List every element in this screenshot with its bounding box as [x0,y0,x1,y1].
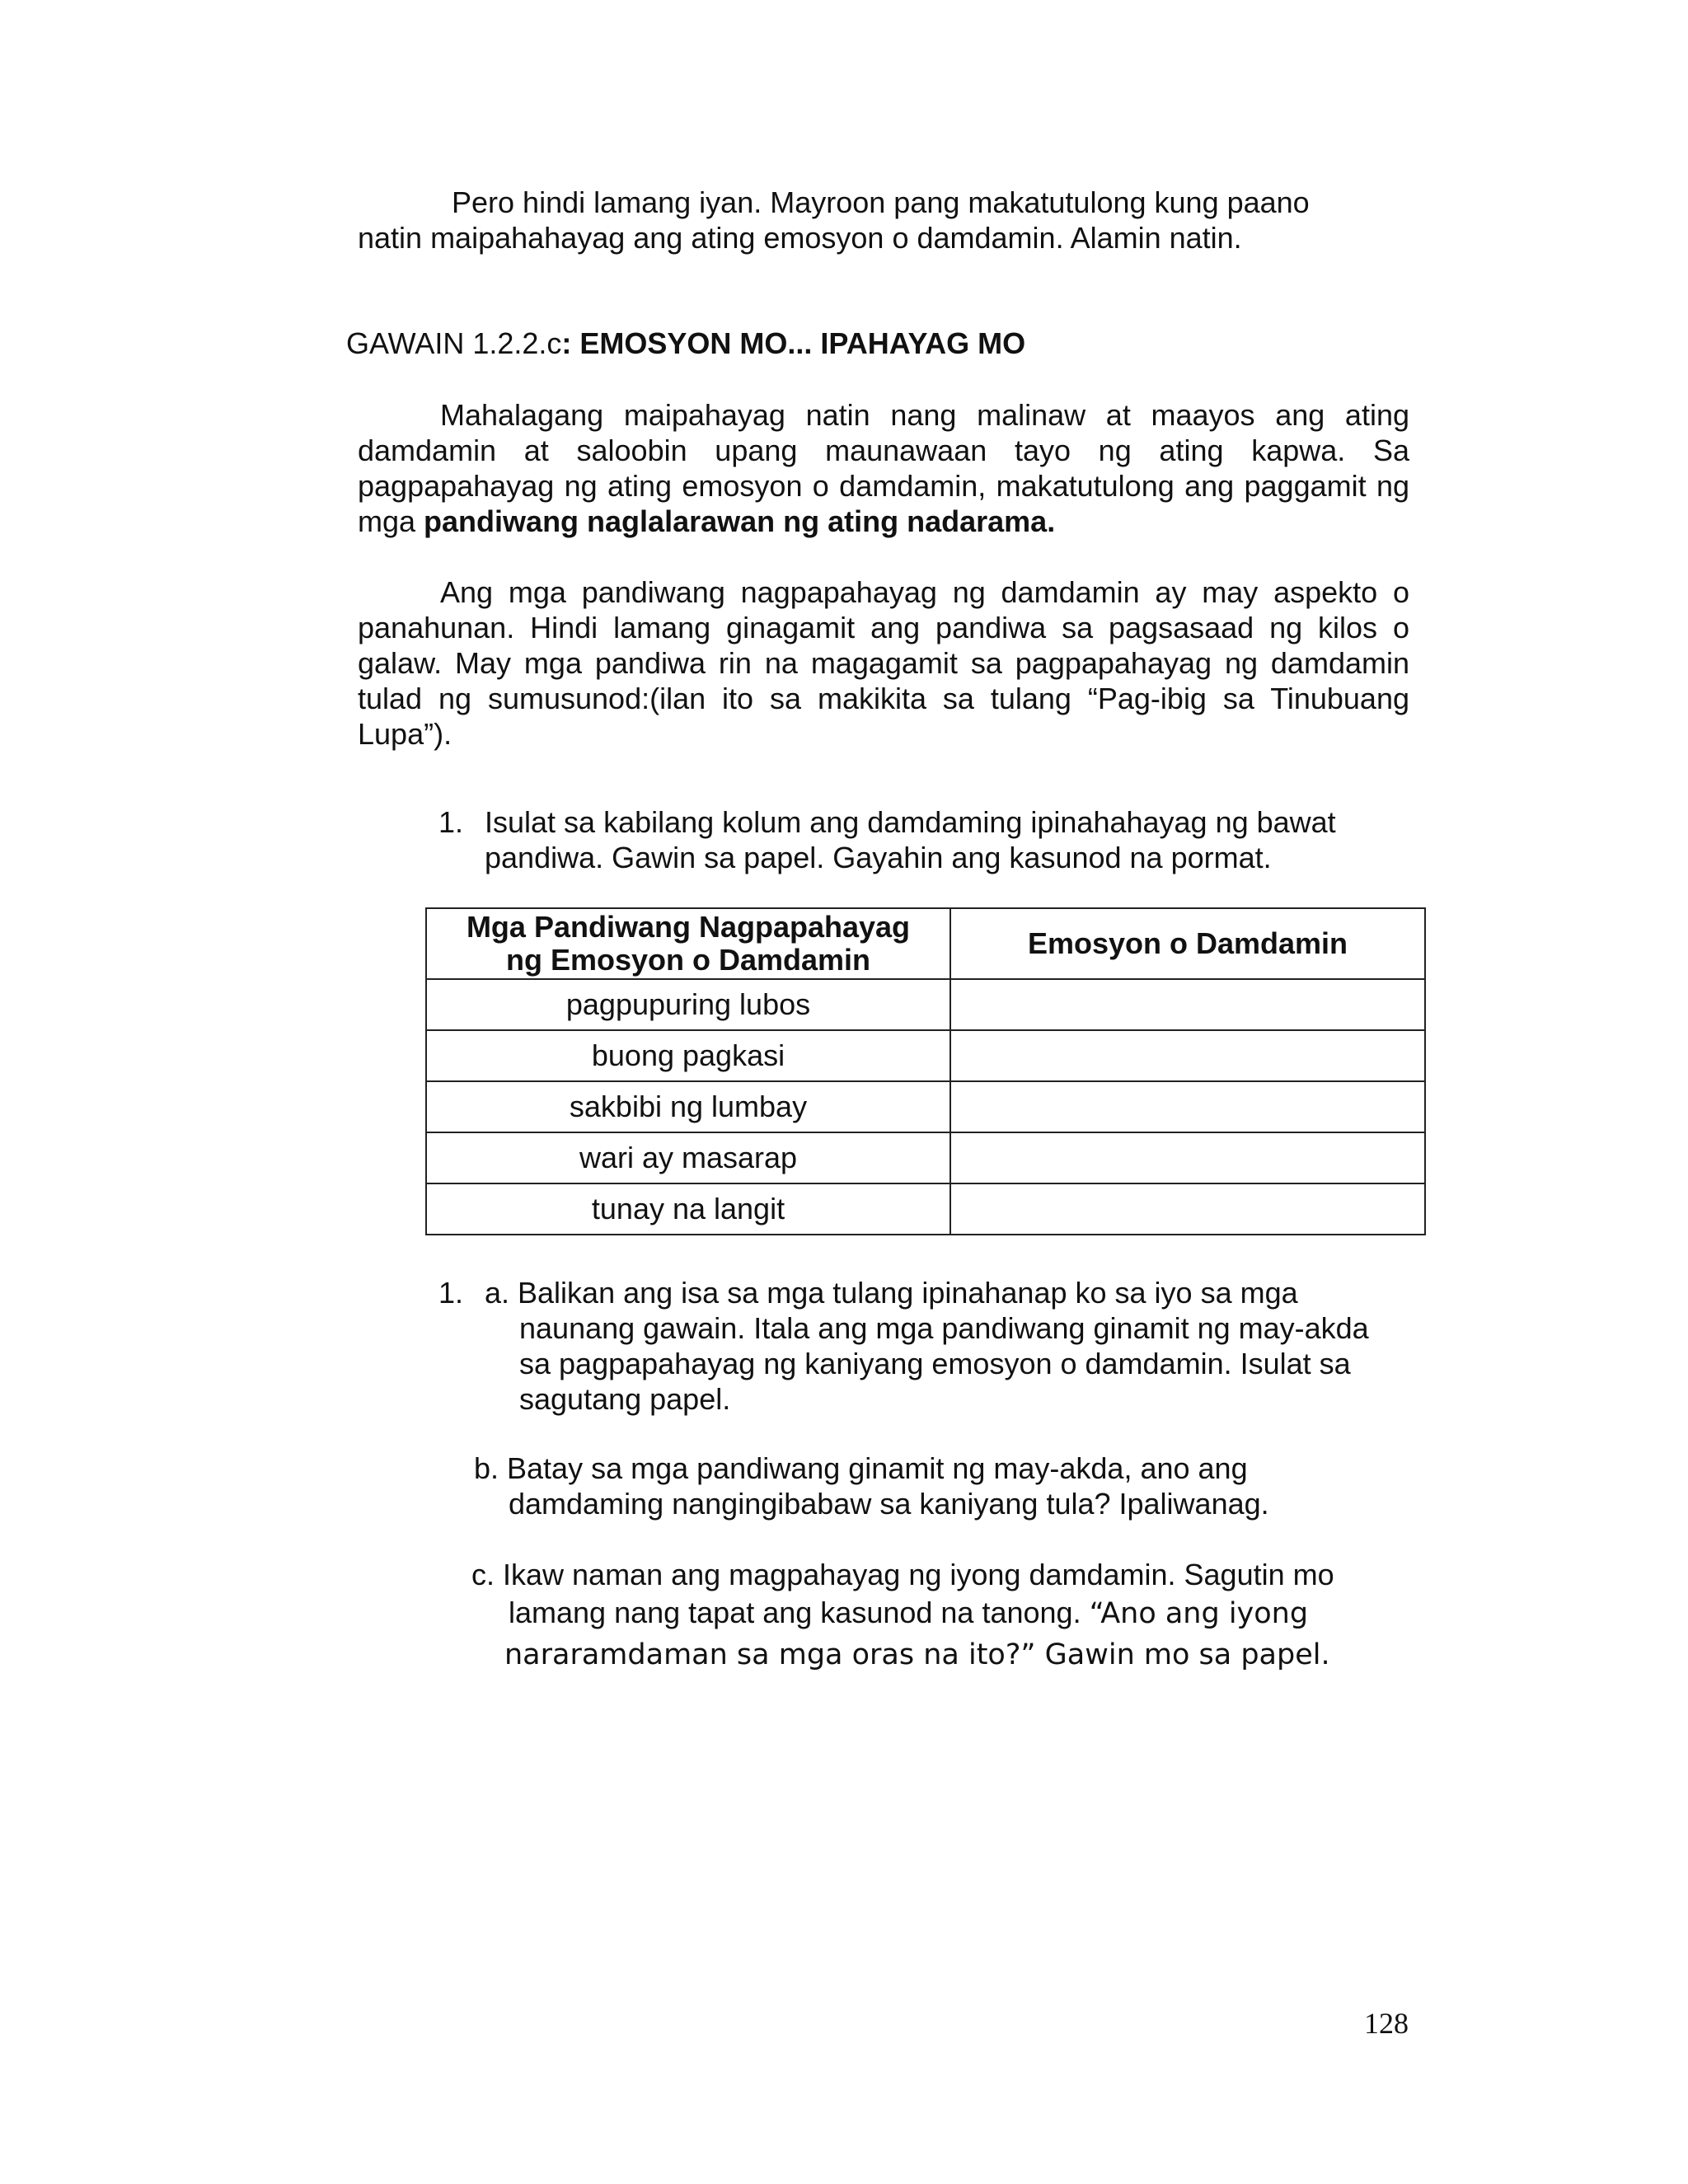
activity-heading [346,326,1025,361]
item-c-line-1: c. Ikaw naman ang magpahayag ng iyong damdamin. Sagutin mo [471,1558,1334,1591]
page-number: 128 [1364,2007,1409,2040]
table-header-verbs-line-1: Mga Pandiwang Nagpapahayag [466,910,911,944]
table-header-verbs-line-2: ng Emosyon o Damdamin [505,943,871,977]
activity-title: : EMOSYON MO... IPAHAYAG MO [561,326,1026,360]
table-header-emotion: Emosyon o Damdamin [950,908,1425,979]
intro-paragraph [358,185,1429,255]
table-cell-verb: tunay na langit [426,1183,950,1235]
paragraph-1-bold: pandiwang naglalarawan ng ating nadarama. [424,504,1056,538]
activity-label: GAWAIN 1.2.2.c [346,326,562,360]
table-cell-answer [950,979,1425,1030]
instruction-1-number: 1. [438,805,464,839]
table-cell-answer [950,1183,1425,1235]
paragraph-2 [358,574,1409,752]
table-row [426,1081,1425,1132]
paragraph-1-text: Mahalagang maipahayag natin nang malinaw at maayos ang ating damdamin at saloobin upang maunawaan tayo ng ating kapwa. Sa pagpapahayag ng ating emosyon o damdamin, makatutulong ang paggamit ng mga [358,398,1409,538]
item-b-line-2: damdaming nangingibabaw sa kaniyang tula? Ipaliwanag. [509,1487,1269,1521]
table-cell-verb: pagpupuring lubos [426,979,950,1030]
item-a [485,1275,1432,1417]
item-c-line-2-text: lamang nang tapat ang kasunod na tanong. [509,1596,1090,1629]
item-a-line-3: sa pagpapahayag ng kaniyang emosyon o damdamin. Isulat sa [519,1347,1351,1380]
table-row [426,1030,1425,1081]
table-row [426,979,1425,1030]
paragraph-1 [358,397,1409,539]
table-row [426,1183,1425,1235]
table-cell-answer [950,1132,1425,1183]
item-b-line-1: b. Batay sa mga pandiwang ginamit ng may-akda, ano ang [474,1451,1248,1485]
table-header-row [426,908,1425,979]
item-c-line-2 [471,1592,1461,1634]
table-cell-answer [950,1081,1425,1132]
instruction-1-line-2: pandiwa. Gawin sa papel. Gayahin ang kasunod na pormat. [485,841,1272,874]
verbs-table [425,907,1426,1235]
table-row [426,1132,1425,1183]
table-cell-answer [950,1030,1425,1081]
item-a-line-1: a. Balikan ang isa sa mga tulang ipinahanap ko sa iyo sa mga [485,1276,1298,1310]
intro-line-2: natin maipahahayag ang ating emosyon o damdamin. Alamin natin. [358,221,1242,255]
instruction-2-number: 1. [438,1276,464,1310]
item-a-line-4: sagutang papel. [519,1382,731,1416]
item-a-line-2: naunang gawain. Itala ang mga pandiwang ginamit ng may-akda [519,1311,1369,1345]
table-header-verbs [426,908,950,979]
item-c-question-start: “Ano ang iyong [1089,1597,1309,1630]
table-cell-verb: sakbibi ng lumbay [426,1081,950,1132]
item-c-line-3: nararamdaman sa mga oras na ito?” Gawin mo sa papel. [504,1638,1330,1671]
instruction-1-line-1: Isulat sa kabilang kolum ang damdaming ipinahahayag ng bawat [485,805,1336,839]
intro-line-1: Pero hindi lamang iyan. Mayroon pang makatutulong kung paano [452,185,1310,219]
table-cell-verb: buong pagkasi [426,1030,950,1081]
table-cell-verb: wari ay masarap [426,1132,950,1183]
instruction-1 [485,804,1432,875]
item-c [471,1557,1461,1675]
item-b [474,1451,1422,1521]
paragraph-2-text: Ang mga pandiwang nagpapahayag ng damdamin ay may aspekto o panahunan. Hindi lamang ginagamit ang pandiwa sa pagsasaad ng kilos o galaw. May mga pandiwa rin na magagamit sa pagpapahayag ng damdamin tulad ng sumusunod:(ilan ito sa makikita sa tulang “Pag-ibig sa Tinubuang Lupa”). [358,575,1409,751]
